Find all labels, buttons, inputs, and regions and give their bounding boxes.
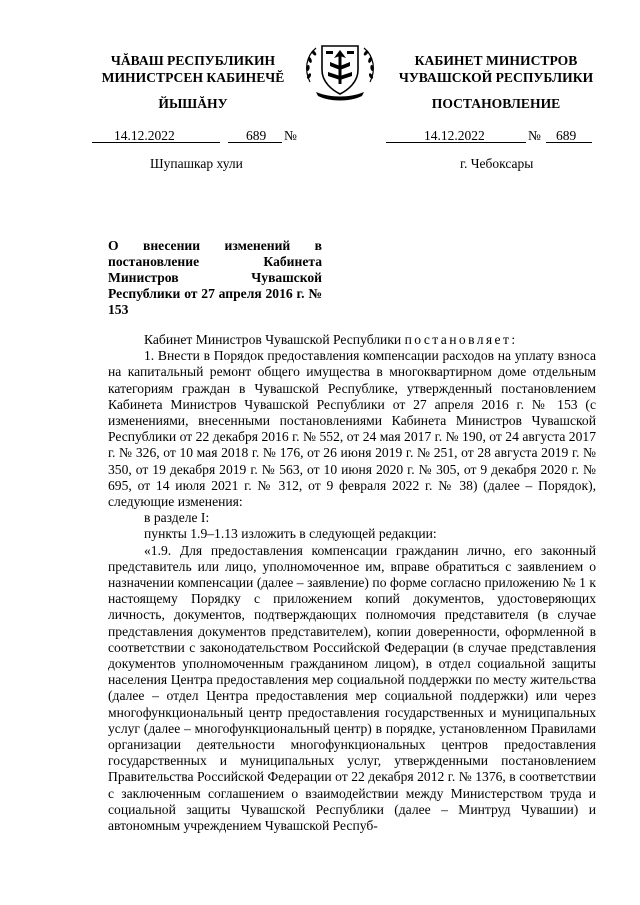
header-right-line2: ЧУВАШСКОЙ РЕСПУБЛИКИ: [398, 70, 594, 85]
left-number: 689: [246, 128, 267, 143]
left-number-sign: №: [284, 128, 297, 143]
intro-spaced: постановляет:: [404, 332, 518, 347]
right-number: 689: [556, 128, 577, 143]
left-city: Шупашкар хули: [150, 156, 243, 171]
document-subject: О внесении изменений в постановление Кабинета Министров Чувашской Республики от 27 апреля 2016 г. № 153: [108, 238, 322, 317]
left-date: 14.12.2022: [114, 128, 175, 143]
header-right-line1: КАБИНЕТ МИНИСТРОВ: [414, 53, 578, 68]
left-date-row: [92, 128, 302, 144]
right-date: 14.12.2022: [424, 128, 485, 143]
header-left-title: ЙЫШĂНУ: [158, 96, 228, 111]
right-number-sign: №: [528, 128, 541, 143]
header-right-title: ПОСТАНОВЛЕНИЕ: [431, 96, 561, 111]
paragraph-3: пункты 1.9–1.13 изложить в следующей редакции:: [144, 526, 437, 542]
paragraph-2: в разделе I:: [144, 510, 210, 526]
paragraph-4: «1.9. Для предоставления компенсации гражданин лично, его законный представитель или лицо, уполномоченное им, вправе обратиться с заявлением о назначении компенсации (далее – заявление) по форме согласно приложению № 1 к настоящему Порядку с приложением копий документов, удостоверяющих личность, документов, подтверждающих полномочия представителя (в случае представления документов представителем), копии доверенности, оформленной в соответствии с законодательством Российской Федерации (в случае представления документов уполномоченным гражданином лицом), в отдел социальной защиты населения Центра предоставления мер социальной поддержки по месту жительства (далее – отдел Центра предоставления мер социальной поддержки) или через многофункциональный центр предоставления государственных и муниципальных услуг (далее – многофункциональный центр) в порядке, установленном Правилами организации деятельности многофункциональных центров предоставления государственных и муниципальных услуг, утвержденными постановлением Правительства Российской Федерации от 22 декабря 2012 г. № 1376, в соответствии с заключенным соглашением о взаимодействии между Министерством труда и социальной защиты Чувашской Республики (далее – Минтруд Чувашии) и автономным учреждением Чувашской Респуб-: [108, 542, 596, 834]
intro-paragraph: [108, 332, 596, 348]
header-left-line2: МИНИСТРСЕН КАБИНЕЧĔ: [101, 70, 285, 85]
header-left-line1: ЧĂВАШ РЕСПУБЛИКИН: [110, 53, 276, 68]
right-date-row: [386, 128, 598, 144]
header-left: [88, 52, 298, 86]
coat-of-arms-emblem-icon: [300, 36, 380, 102]
intro-prefix: Кабинет Министров Чувашской Республики: [144, 332, 402, 347]
header-right: [380, 52, 612, 86]
right-city: г. Чебоксары: [460, 156, 534, 171]
paragraph-1: 1. Внести в Порядок предоставления компенсации расходов на уплату взноса на капитальный ремонт общего имущества в многоквартирном доме отдельным категориям граждан в Чувашской Республике, утвержденный постановлением Кабинета Министров Чувашской Республики от 27 апреля 2016 г. № 153 (с изменениями, внесенными постановлениями Кабинета Министров Чувашской Республики от 22 декабря 2016 г. № 552, от 24 мая 2017 г. № 190, от 24 августа 2017 г. № 326, от 10 мая 2018 г. № 176, от 26 июня 2019 г. № 251, от 28 августа 2019 г. № 350, от 19 декабря 2019 г. № 563, от 10 июня 2020 г. № 305, от 9 декабря 2020 г. № 695, от 14 июля 2021 г. № 312, от 9 февраля 2022 г. № 38) (далее – Порядок), следующие изменения:: [108, 348, 596, 510]
document-body: [108, 332, 596, 834]
